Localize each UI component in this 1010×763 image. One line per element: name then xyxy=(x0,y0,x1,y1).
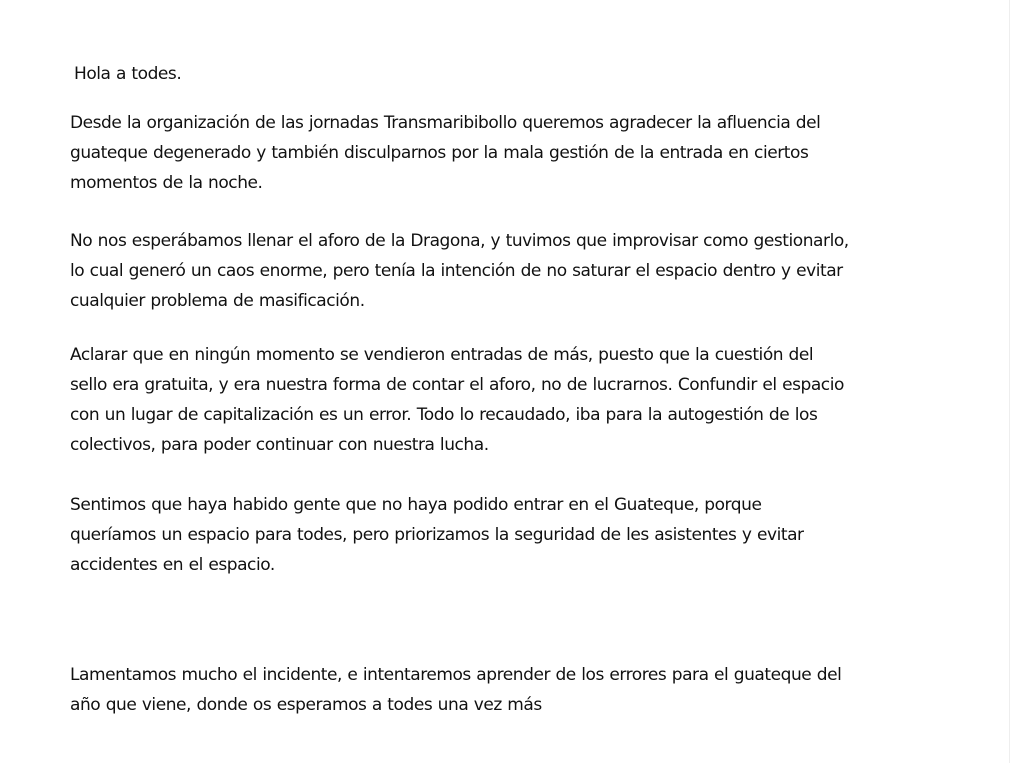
paragraph-closing: Lamentamos mucho el incidente, e intentaremos aprender de los errores para el guateque del año que viene, donde os esperamos a todes una vez más xyxy=(70,665,842,715)
paragraph-entry-regret: Sentimos que haya habido gente que no haya podido entrar en el Guateque, porque queríamos un espacio para todes, pero priorizamos la seguridad de les asistentes y evitar accidentes en el espacio. xyxy=(70,495,804,575)
paragraph-thanks-and-apology: Desde la organización de las jornadas Transmaribibollo queremos agradecer la afluencia del guateque degenerado y también disculparnos por la mala gestión de la entrada en ciertos momentos de la noche. xyxy=(70,113,821,193)
paragraph-ticket-clarification: Aclarar que en ningún momento se vendieron entradas de más, puesto que la cuestión del sello era gratuita, y era nuestra forma de contar el aforo, no de lucrarnos. Confundir el espacio con un lugar de capitalización es un error. Todo lo recaudado, iba para la autogestión de los colectivos, para poder continuar con nuestra lucha. xyxy=(70,345,844,455)
paragraph-capacity-issue: No nos esperábamos llenar el aforo de la Dragona, y tuvimos que improvisar como gestionarlo, lo cual generó un caos enorme, pero tenía la intención de no saturar el espacio dentro y evitar cualquier problema de masificación. xyxy=(70,231,849,311)
greeting-line: Hola a todes. xyxy=(74,64,182,84)
